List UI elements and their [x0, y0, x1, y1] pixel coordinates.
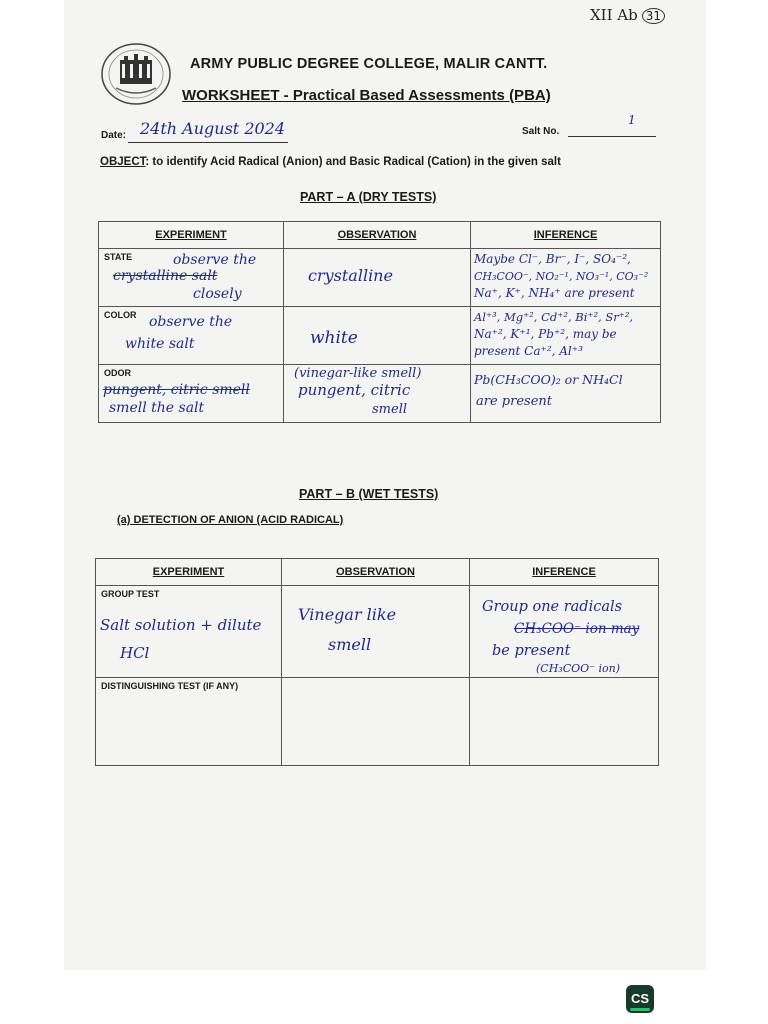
part-b-subtitle-text: (a) DETECTION OF ANION (ACID RADICAL) [117, 514, 344, 526]
part-b-subtitle [117, 514, 343, 526]
part-a-title: PART – A (DRY TESTS) [300, 190, 437, 204]
table-row [99, 307, 661, 365]
header-observation: OBSERVATION [282, 559, 470, 586]
row-label-group-test: GROUP TEST [101, 589, 160, 599]
handwritten-text: Group one radicals [482, 599, 623, 615]
handwritten-text: Na⁺, K⁺, NH₄⁺ are present [474, 286, 635, 300]
handwritten-text: white salt [125, 336, 195, 352]
header-inference: INFERENCE [470, 559, 659, 586]
date-underline [128, 142, 288, 143]
experiment-cell [96, 586, 282, 678]
row-label-odor: ODOR [104, 368, 131, 378]
table-header-row [99, 222, 661, 249]
wet-tests-table [95, 558, 659, 766]
handwritten-text: white [310, 328, 358, 348]
table-row [99, 365, 661, 423]
observation-cell [282, 678, 470, 766]
handwritten-text: smell [372, 402, 408, 417]
struck-phrase: pungent, citric smell [103, 382, 250, 398]
inference-cell [470, 678, 659, 766]
handwritten-text: crystalline [308, 266, 393, 285]
observation-cell [284, 249, 471, 307]
header-observation: OBSERVATION [284, 222, 471, 249]
experiment-cell [96, 678, 282, 766]
table-row [96, 678, 659, 766]
salt-underline [568, 136, 656, 137]
handwritten-text: Vinegar like [298, 605, 397, 624]
handwritten-text: observe the [173, 252, 257, 268]
handwritten-text: closely [193, 286, 242, 302]
inference-cell [471, 307, 661, 365]
header-experiment: EXPERIMENT [96, 559, 282, 586]
object-text: : to identify Acid Radical (Anion) and Basic Radical (Cation) in the given salt [145, 156, 561, 168]
table-row [99, 249, 661, 307]
handwritten-text: Na⁺², K⁺¹, Pb⁺², may be [474, 327, 617, 341]
inference-cell [471, 365, 661, 423]
handwritten-text: Maybe Cl⁻, Br⁻, I⁻, SO₄⁻², [474, 252, 631, 266]
object-line [100, 156, 561, 168]
worksheet-title: WORKSHEET - Practical Based Assessments (PBA) [182, 87, 551, 104]
handwritten-text: CH₃COO⁻, NO₂⁻¹, NO₃⁻¹, CO₃⁻² [474, 270, 649, 283]
row-label-distinguishing-test: DISTINGUISHING TEST (IF ANY) [101, 681, 239, 691]
salt-value: 1 [628, 113, 636, 127]
row-label-state: STATE [104, 252, 133, 262]
page-number-circle: 31 [642, 8, 665, 24]
struck-phrase: CH₃COO⁻ ion may [514, 621, 640, 637]
handwritten-text: pungent, citric [298, 381, 411, 399]
corner-mark: XII Ab 31 [590, 6, 665, 24]
experiment-cell [99, 249, 284, 307]
date-value: 24th August 2024 [140, 119, 286, 138]
header-inference: INFERENCE [471, 222, 661, 249]
salt-label: Salt No. [522, 126, 560, 137]
handwritten-text: observe the [149, 314, 233, 330]
handwritten-text [113, 267, 217, 285]
experiment-cell [99, 307, 284, 365]
handwritten-text: are present [476, 394, 552, 409]
college-name: ARMY PUBLIC DEGREE COLLEGE, MALIR CANTT. [190, 56, 548, 72]
handwritten-text: Pb(CH₃COO)₂ or NH₄Cl [474, 372, 623, 387]
handwritten-text: Al⁺³, Mg⁺², Cd⁺², Bi⁺², Sr⁺², [474, 310, 634, 324]
struck-word: crystalline salt [113, 268, 218, 284]
handwritten-text: be present [492, 643, 571, 659]
table-header-row [96, 559, 659, 586]
handwritten-text [103, 381, 250, 399]
handwritten-text: smell [328, 635, 372, 654]
table-row [96, 586, 659, 678]
observation-cell [284, 365, 471, 423]
camscanner-logo-icon: CS [626, 985, 654, 1013]
dry-tests-table [98, 221, 661, 423]
handwritten-text: present Ca⁺², Al⁺³ [474, 344, 583, 358]
object-label: OBJECT [100, 156, 146, 168]
handwritten-text: (CH₃COO⁻ ion) [536, 662, 620, 675]
experiment-cell [99, 365, 284, 423]
observation-cell [282, 586, 470, 678]
college-logo [100, 42, 172, 106]
handwritten-text: (vinegar-like smell) [294, 366, 422, 381]
inference-cell [471, 249, 661, 307]
header-experiment: EXPERIMENT [99, 222, 284, 249]
handwritten-text [514, 620, 639, 638]
date-label: Date: [101, 130, 127, 141]
row-label-color: COLOR [104, 310, 137, 320]
inference-cell [470, 586, 659, 678]
handwritten-text: Salt solution + dilute [100, 616, 262, 634]
handwritten-text: HCl [120, 644, 150, 662]
observation-cell [284, 307, 471, 365]
handwritten-text: smell the salt [109, 400, 205, 416]
worksheet-page [64, 0, 706, 970]
part-b-title: PART – B (WET TESTS) [299, 487, 439, 501]
